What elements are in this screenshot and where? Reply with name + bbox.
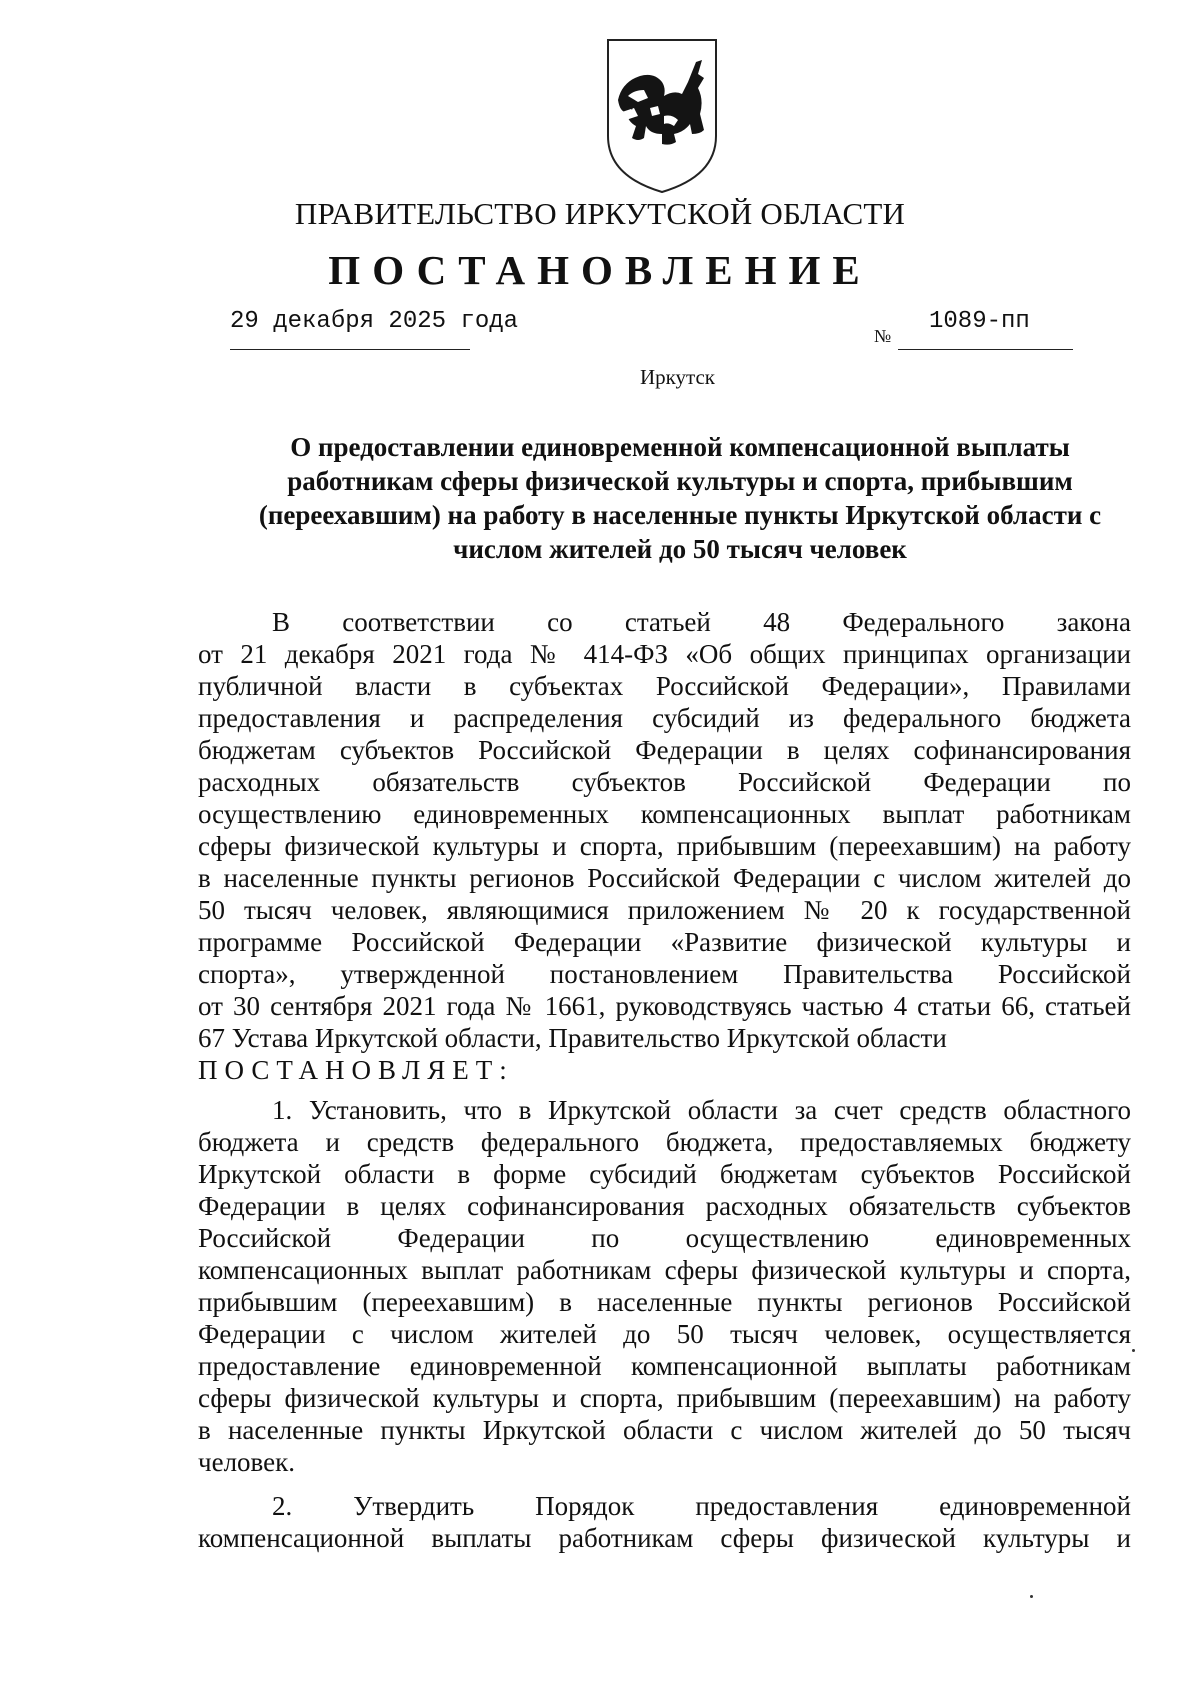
title-line: О предоставлении единовременной компенсационной выплаты (290, 432, 1070, 462)
body-line: Российской Федерации по осуществлению единовременных (198, 1223, 1131, 1253)
city-name: Иркутск (639, 365, 716, 389)
number-sign: № (874, 326, 892, 346)
body-line: Федерации в целях софинансирования расходных обязательств субъектов (198, 1191, 1131, 1221)
body-line: 1. Установить, что в Иркутской области за счет средств областного (272, 1095, 1131, 1125)
body-line: компенсационной выплаты работникам сферы физической культуры и (198, 1523, 1131, 1553)
body-line: предоставление единовременной компенсационной выплаты работникам (198, 1351, 1131, 1381)
document-title (190, 430, 1170, 566)
body-line: прибывшим (переехавшим) в населенные пункты регионов Российской (198, 1287, 1131, 1317)
body-line: Федерации с числом жителей до 50 тысяч человек, осуществляется (198, 1319, 1131, 1349)
body-line: 50 тысяч человек, являющимися приложением № 20 к государственной (198, 895, 1131, 925)
body-line: предоставления и распределения субсидий из федерального бюджета (198, 703, 1131, 733)
body-line: 67 Устава Иркутской области, Правительство Иркутской области (198, 1023, 947, 1053)
body-line: спорта», утвержденной постановлением Правительства Российской (198, 959, 1131, 989)
document-type: ПОСТАНОВЛЕНИЕ (328, 247, 872, 293)
title-line: работникам сферы физической культуры и спорта, прибывшим (287, 466, 1073, 496)
title-line: (переехавшим) на работу в населенные пункты Иркутской области с (258, 500, 1102, 530)
body-line: публичной власти в субъектах Российской Федерации», Правилами (198, 671, 1131, 701)
document-date: 29 декабря 2025 года (230, 308, 519, 335)
government-name: ПРАВИТЕЛЬСТВО ИРКУТСКОЙ ОБЛАСТИ (294, 196, 906, 231)
title-line: числом жителей до 50 тысяч человек (453, 534, 907, 564)
body-line: от 21 декабря 2021 года № 414-ФЗ «Об общих принципах организации (198, 639, 1131, 669)
document-number: 1089-пп (929, 308, 1030, 335)
body-line: осуществлению единовременных компенсационных выплат работникам (198, 799, 1131, 829)
scan-speck (1030, 1595, 1033, 1598)
body-line: 2. Утвердить Порядок предоставления единовременной (272, 1491, 1131, 1521)
body-line: сферы физической культуры и спорта, прибывшим (переехавшим) на работу (198, 1383, 1131, 1413)
body-line: В соответствии со статьей 48 Федерального закона (272, 607, 1131, 637)
body-line: в населенные пункты регионов Российской Федерации с числом жителей до (198, 863, 1131, 893)
body-line: сферы физической культуры и спорта, прибывшим (переехавшим) на работу (198, 831, 1131, 861)
decree-word: ПОСТАНОВЛЯЕТ: (198, 1055, 514, 1085)
body-line: расходных обязательств субъектов Российской Федерации по (198, 767, 1131, 797)
body-line: бюджета и средств федерального бюджета, предоставляемых бюджету (198, 1127, 1131, 1157)
scan-speck (1132, 1349, 1135, 1352)
body-line: от 30 сентября 2021 года № 1661, руководствуясь частью 4 статьи 66, статьей (198, 991, 1131, 1021)
body-line: в населенные пункты Иркутской области с числом жителей до 50 тысяч (198, 1415, 1131, 1445)
body-line: Иркутской области в форме субсидий бюджетам субъектов Российской (198, 1159, 1131, 1189)
body-line: человек. (198, 1447, 295, 1477)
coat-of-arms-irkutsk-icon (604, 38, 720, 194)
body-line: программе Российской Федерации «Развитие физической культуры и (198, 927, 1131, 957)
body-line: бюджетам субъектов Российской Федерации в целях софинансирования (198, 735, 1131, 765)
body-line: компенсационных выплат работникам сферы физической культуры и спорта, (198, 1255, 1131, 1285)
